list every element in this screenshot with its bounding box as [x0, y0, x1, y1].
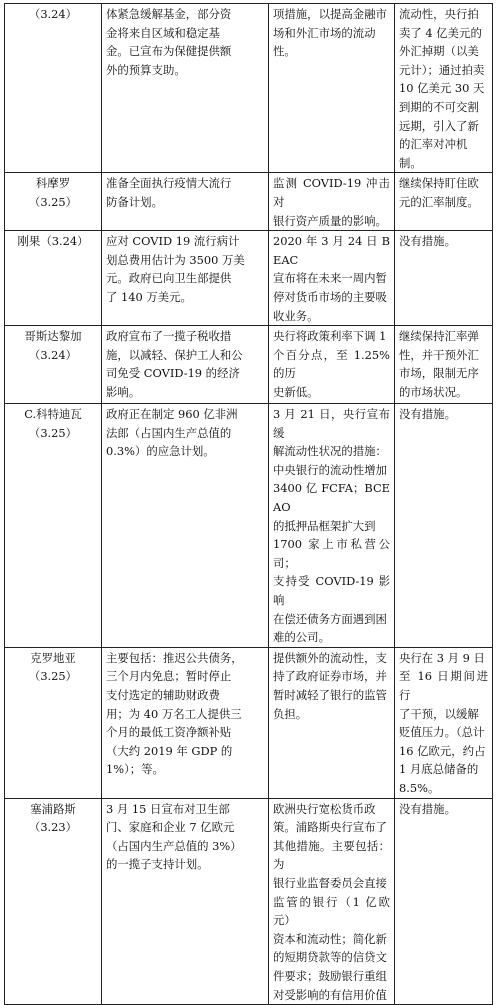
- table-row: [5, 798, 493, 1005]
- country-cell: 哥斯达黎加 （3.24）: [5, 326, 102, 404]
- fx-measures-cell: 没有措施。: [395, 798, 493, 1005]
- monetary-measures-cell: 央行将政策利率下调 1 个百分点，至 1.25%的历 史新低。: [269, 326, 395, 404]
- table-row: [5, 647, 493, 798]
- monetary-measures-cell: 监测 COVID-19 冲击对 银行资产质量的影响。: [269, 173, 395, 231]
- fiscal-measures-cell: 准备全面执行疫情大流行 防备计划。: [102, 173, 269, 231]
- country-cell: C.科特迪瓦 （3.25）: [5, 404, 102, 648]
- monetary-measures-cell: 提供额外的流动性，支 持了政府证券市场，并 暂时减轻了银行的监管 负担。: [269, 647, 395, 798]
- country-cell: （3.24）: [5, 4, 102, 173]
- monetary-measures-cell: 欧洲央行宽松货币政 策。浦路斯央行宣布了 其他措施。主要包括：为 银行业监督委员会直接 监管的银行（1 亿欧元） 资本和流动性；简化新 的短期贷款等的信贷文 件要求；鼓励银行重组 对受影响的有信用价值: [269, 798, 395, 1005]
- fiscal-measures-cell: 政府正在制定 960 亿非洲 法郎（占国内生产总值的 0.3%）的应急计划。: [102, 404, 269, 648]
- country-cell: 塞浦路斯 （3.23）: [5, 798, 102, 1005]
- country-cell: 科摩罗 （3.25）: [5, 173, 102, 231]
- table-row: [5, 326, 493, 404]
- policy-measures-table: [4, 3, 493, 1005]
- country-cell: 刚果（3.24）: [5, 231, 102, 326]
- fx-measures-cell: 流动性，央行拍 卖了 4 亿美元的 外汇掉期（以美 元计）；通过拍卖 10 亿美元 30 天 到期的不可交割 远期，引入了新 的汇率对冲机 制。: [395, 4, 493, 173]
- fx-measures-cell: 继续保持汇率弹 性，并干预外汇 市场，限制无序 的市场状况。: [395, 326, 493, 404]
- fiscal-measures-cell: 政府宣布了一揽子税收措 施，以减轻、保护工人和公 司免受 COVID-19 的经济 影响。: [102, 326, 269, 404]
- monetary-measures-cell: 项措施，以提高金融市 场和外汇市场的流动 性。: [269, 4, 395, 173]
- fiscal-measures-cell: 体紧急缓解基金，部分资 金将来自区域和稳定基 金。已宣布为保健提供额 外的预算支助。: [102, 4, 269, 173]
- table-row: [5, 231, 493, 326]
- fx-measures-cell: 继续保持盯住欧 元的汇率制度。: [395, 173, 493, 231]
- table-row: [5, 404, 493, 648]
- monetary-measures-cell: 3 月 21 日，央行宣布缓 解流动性状况的措施： 中央银行的流动性增加 3400 亿 FCFA；BCEAO 的抵押品框架扩大到 1700 家上市私营公司； 支持受 COVID-19 影响 在偿还债务方面遇到困 难的公司。: [269, 404, 395, 648]
- monetary-measures-cell: 2020 年 3 月 24 日 BEAC 宣布将在未来一周内暂 停对货币市场的主要吸 收业务。: [269, 231, 395, 326]
- table-row: [5, 173, 493, 231]
- fiscal-measures-cell: 主要包括：推迟公共债务， 三个月内免息；暂时停止 支付选定的辅助财政费 用；为 40 万名工人提供三 个月的最低工资净额补贴 （大约 2019 年 GDP 的 1%）；等。: [102, 647, 269, 798]
- fx-measures-cell: 没有措施。: [395, 231, 493, 326]
- country-cell: 克罗地亚 （3.25）: [5, 647, 102, 798]
- fx-measures-cell: 央行在 3 月 9 日 至 16 日期间进行 了干预，以缓解 贬值压力。（总计 16 亿欧元，约占 1 月底总储备的 8.5%。: [395, 647, 493, 798]
- table-row: [5, 4, 493, 173]
- fiscal-measures-cell: 3 月 15 日宣布对卫生部 门、家庭和企业 7 亿欧元 （占国内生产总值的 3%） 的一揽子支持计划。: [102, 798, 269, 1005]
- fx-measures-cell: 没有措施。: [395, 404, 493, 648]
- fiscal-measures-cell: 应对 COVID 19 流行病计 划总费用估计为 3500 万美 元。政府已向卫生部提供 了 140 万美元。: [102, 231, 269, 326]
